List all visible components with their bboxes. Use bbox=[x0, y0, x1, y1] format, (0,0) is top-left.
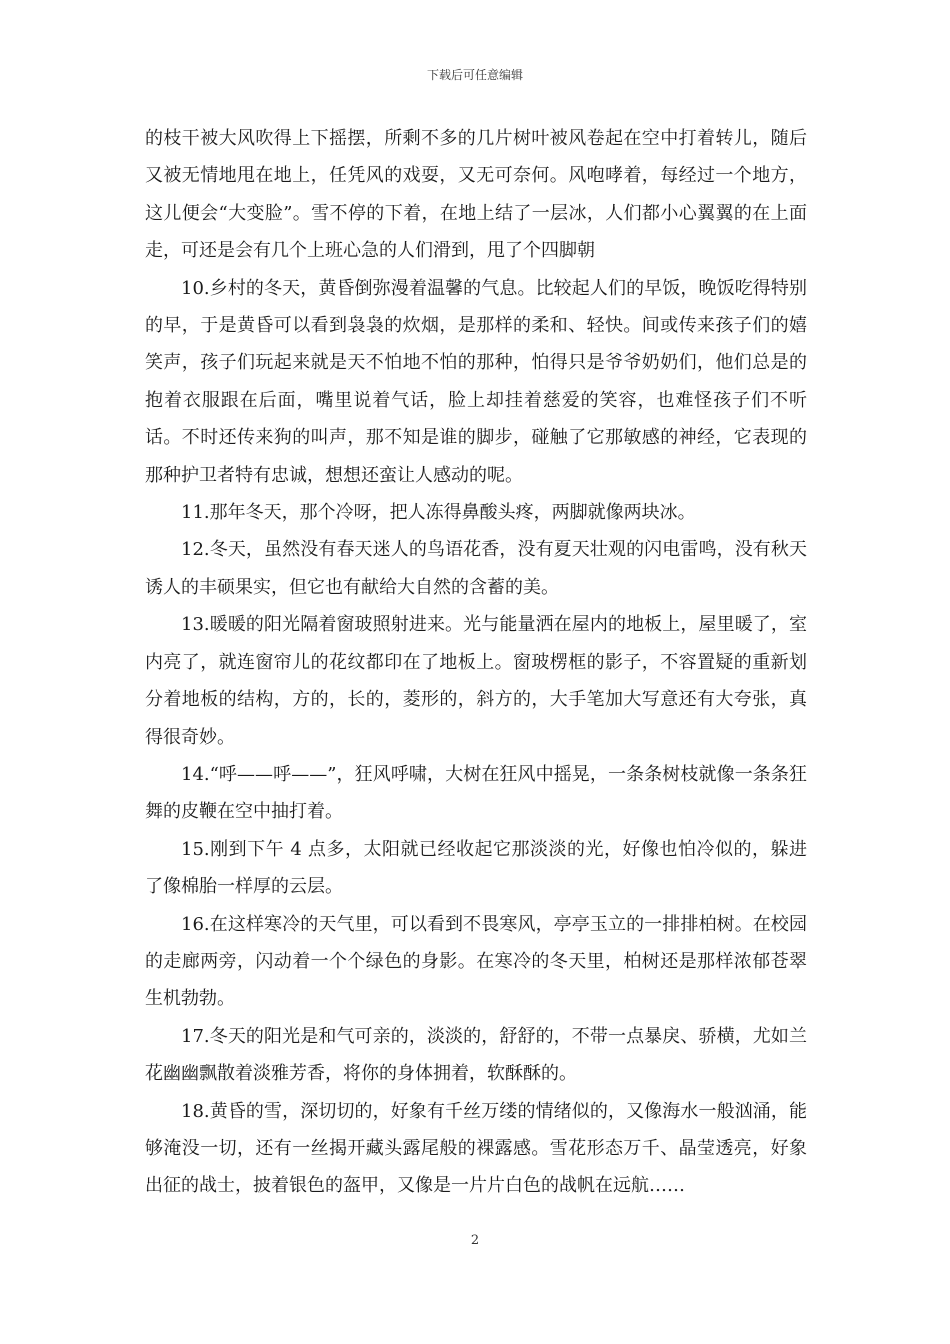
paragraph-17: 17.冬天的阳光是和气可亲的，淡淡的，舒舒的，不带一点暴戾、骄横，尤如兰花幽幽飘散着淡雅芳香，将你的身体拥着，软酥酥的。 bbox=[145, 1025, 807, 1085]
paragraph-12: 12.冬天，虽然没有春天迷人的鸟语花香，没有夏天壮观的闪电雷鸣，没有秋天诱人的丰硕果实，但它也有献给大自然的含蓄的美。 bbox=[145, 539, 807, 598]
page-number: 2 bbox=[470, 1233, 480, 1248]
paragraph-15: 15.刚到下午 4 点多，太阳就已经收起它那淡淡的光，好像也怕冷似的，躲进了像棉胎一样厚的云层。 bbox=[145, 838, 807, 898]
paragraph-13: 13.暖暖的阳光隔着窗玻照射进来。光与能量洒在屋内的地板上，屋里暖了，室内亮了，就连窗帘儿的花纹都印在了地板上。窗玻楞框的影子，不容置疑的重新划分着地板的结构，方的，长的，菱形的，斜方的，大手笔加大写意还有大夸张，真得很奇妙。 bbox=[145, 614, 807, 748]
paragraph-18: 18.黄昏的雪，深切切的，好象有千丝万缕的情绪似的，又像海水一般汹涌，能够淹没一切，还有一丝揭开藏头露尾般的裸露感。雪花形态万千、晶莹透亮，好象出征的战士，披着银色的盔甲，又像是一片片白色的战帆在远航…… bbox=[145, 1100, 807, 1197]
page-header: 下载后可任意编辑 bbox=[426, 68, 523, 82]
paragraph-14: 14.“呼——呼——”，狂风呼啸，大树在狂风中摇晃，一条条树枝就像一条条狂舞的皮鞭在空中抽打着。 bbox=[145, 763, 807, 823]
paragraph-11: 11.那年冬天，那个冷呀，把人冻得鼻酸头疼，两脚就像两块冰。 bbox=[181, 502, 696, 524]
paragraph-10: 10.乡村的冬天，黄昏倒弥漫着温馨的气息。比较起人们的早饭，晚饭吃得特别的早，于是黄昏可以看到袅袅的炊烟，是那样的柔和、轻快。间或传来孩子们的嬉笑声，孩子们玩起来就是天不怕地不怕的那种，怕得只是爷爷奶奶们，他们总是的抱着衣服跟在后面，嘴里说着气话，脸上却挂着慈爱的笑容，也难怪孩子们不听话。不时还传来狗的叫声，那不知是谁的脚步，碰触了它那敏感的神经，它表现的那种护卫者特有忠诚，想想还蛮让人感动的呢。 bbox=[145, 277, 807, 486]
paragraph-continuation: 的枝干被大风吹得上下摇摆，所剩不多的几片树叶被风卷起在空中打着转儿，随后又被无情地甩在地上，任凭风的戏耍，又无可奈何。风咆哮着，每经过一个地方，这儿便会“大变脸”。雪不停的下着，在地上结了一层冰，人们都小心翼翼的在上面走，可还是会有几个上班心急的人们滑到，甩了个四脚朝 bbox=[145, 128, 807, 262]
document-body bbox=[145, 120, 807, 1205]
paragraph-16: 16.在这样寒冷的天气里，可以看到不畏寒风，亭亭玉立的一排排柏树。在校园的走廊两旁，闪动着一个个绿色的身影。在寒冷的冬天里，柏树还是那样浓郁苍翠生机勃勃。 bbox=[145, 913, 807, 1010]
